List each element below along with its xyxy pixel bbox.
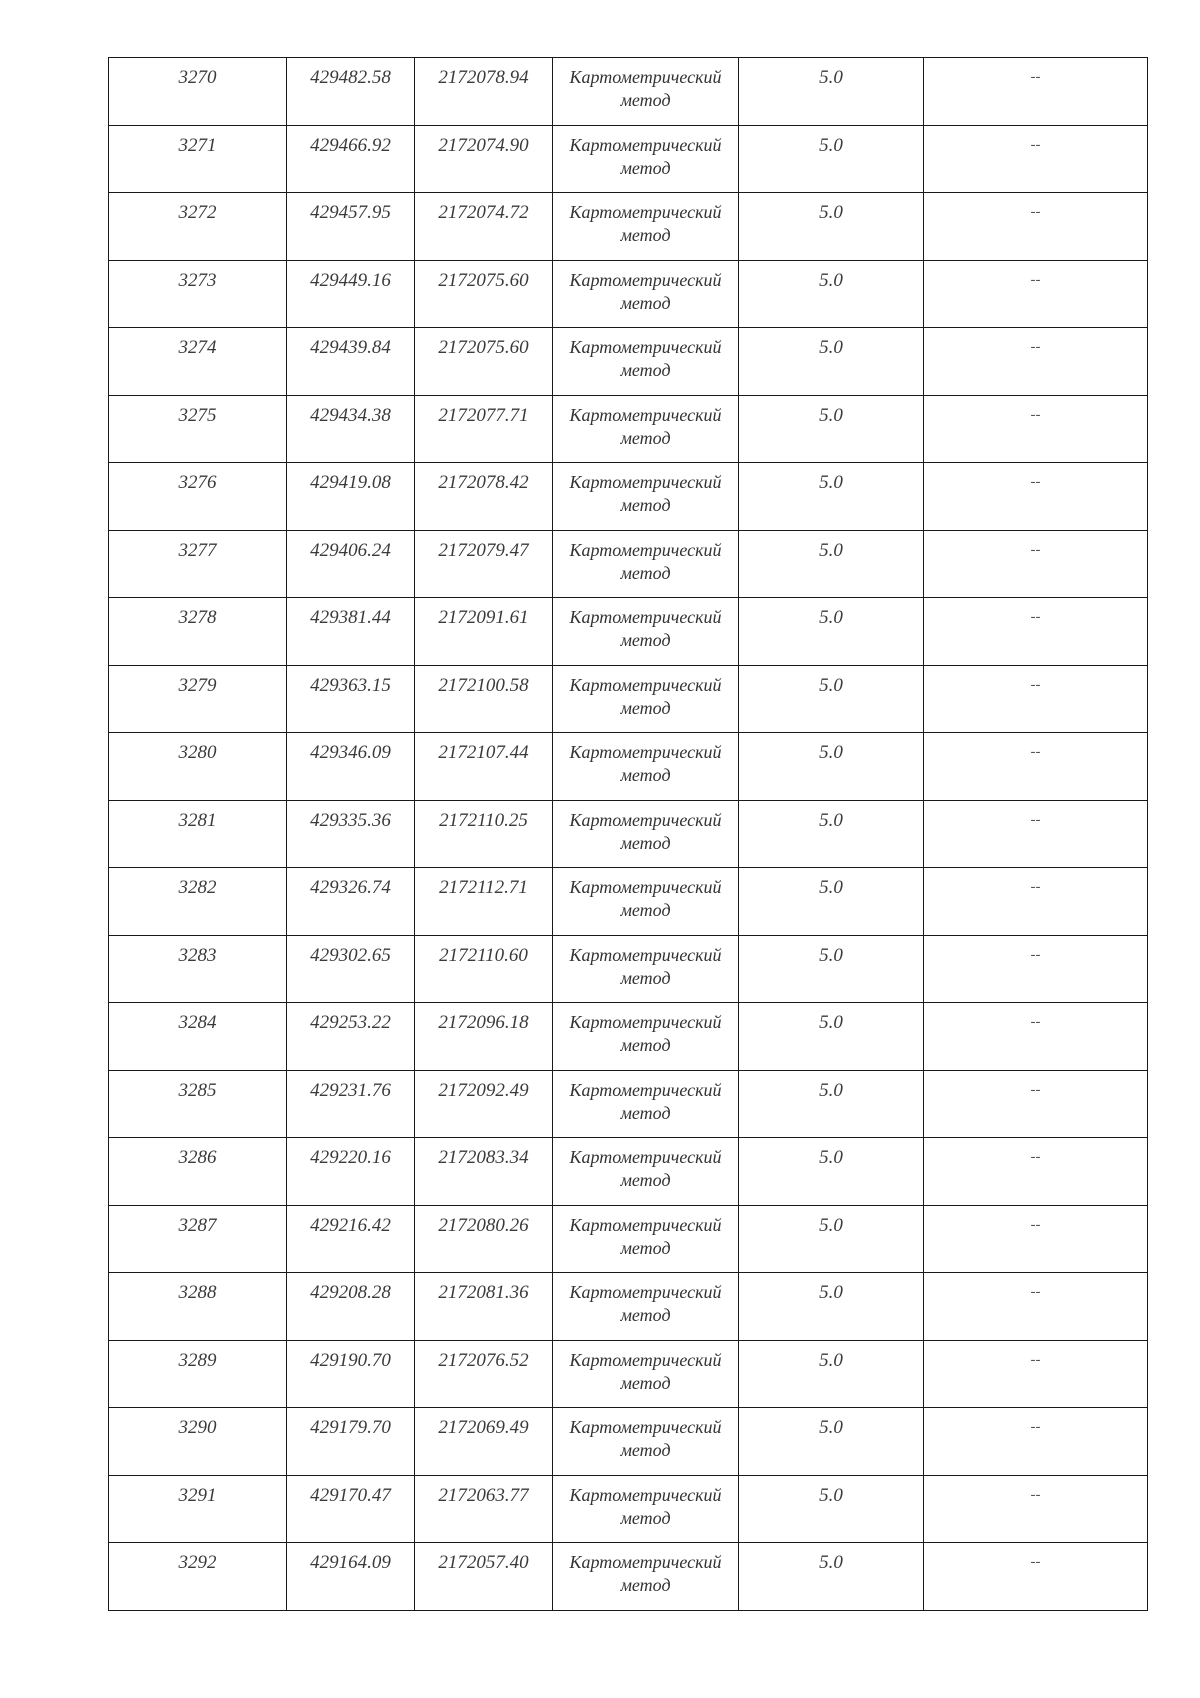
x-coordinate-cell: 429482.58	[287, 58, 415, 126]
note-cell: --	[924, 1003, 1148, 1071]
accuracy-cell: 5.0	[739, 125, 924, 193]
point-number-cell: 3286	[109, 1138, 287, 1206]
x-coordinate-cell: 429457.95	[287, 193, 415, 261]
table-row	[109, 665, 1148, 733]
y-coordinate-cell: 2172107.44	[415, 733, 553, 801]
point-number-cell: 3281	[109, 800, 287, 868]
table-row	[109, 1003, 1148, 1071]
point-number-cell: 3290	[109, 1408, 287, 1476]
y-coordinate-cell: 2172057.40	[415, 1543, 553, 1611]
point-number-cell: 3283	[109, 935, 287, 1003]
method-cell: Картометрический метод	[553, 125, 739, 193]
accuracy-cell: 5.0	[739, 1475, 924, 1543]
table-row	[109, 125, 1148, 193]
table-row	[109, 328, 1148, 396]
note-cell: --	[924, 935, 1148, 1003]
table-row	[109, 395, 1148, 463]
x-coordinate-cell: 429419.08	[287, 463, 415, 531]
table-row	[109, 935, 1148, 1003]
table-row	[109, 1475, 1148, 1543]
accuracy-cell: 5.0	[739, 1003, 924, 1071]
point-number-cell: 3284	[109, 1003, 287, 1071]
method-cell: Картометрический метод	[553, 1408, 739, 1476]
x-coordinate-cell: 429253.22	[287, 1003, 415, 1071]
x-coordinate-cell: 429449.16	[287, 260, 415, 328]
note-cell: --	[924, 530, 1148, 598]
note-cell: --	[924, 1205, 1148, 1273]
point-number-cell: 3278	[109, 598, 287, 666]
note-cell: --	[924, 868, 1148, 936]
table-row	[109, 800, 1148, 868]
x-coordinate-cell: 429302.65	[287, 935, 415, 1003]
method-cell: Картометрический метод	[553, 1273, 739, 1341]
accuracy-cell: 5.0	[739, 868, 924, 936]
table-row	[109, 598, 1148, 666]
note-cell: --	[924, 800, 1148, 868]
point-number-cell: 3277	[109, 530, 287, 598]
note-cell: --	[924, 1475, 1148, 1543]
method-cell: Картометрический метод	[553, 463, 739, 531]
accuracy-cell: 5.0	[739, 328, 924, 396]
y-coordinate-cell: 2172077.71	[415, 395, 553, 463]
x-coordinate-cell: 429326.74	[287, 868, 415, 936]
point-number-cell: 3280	[109, 733, 287, 801]
method-cell: Картометрический метод	[553, 1138, 739, 1206]
point-number-cell: 3279	[109, 665, 287, 733]
y-coordinate-cell: 2172110.25	[415, 800, 553, 868]
accuracy-cell: 5.0	[739, 1543, 924, 1611]
note-cell: --	[924, 125, 1148, 193]
accuracy-cell: 5.0	[739, 193, 924, 261]
x-coordinate-cell: 429363.15	[287, 665, 415, 733]
y-coordinate-cell: 2172091.61	[415, 598, 553, 666]
table-row	[109, 1070, 1148, 1138]
y-coordinate-cell: 2172078.94	[415, 58, 553, 126]
point-number-cell: 3271	[109, 125, 287, 193]
note-cell: --	[924, 58, 1148, 126]
note-cell: --	[924, 665, 1148, 733]
table-row	[109, 463, 1148, 531]
y-coordinate-cell: 2172074.72	[415, 193, 553, 261]
accuracy-cell: 5.0	[739, 1138, 924, 1206]
note-cell: --	[924, 395, 1148, 463]
point-number-cell: 3289	[109, 1340, 287, 1408]
table-row	[109, 58, 1148, 126]
note-cell: --	[924, 1408, 1148, 1476]
accuracy-cell: 5.0	[739, 1070, 924, 1138]
note-cell: --	[924, 260, 1148, 328]
y-coordinate-cell: 2172076.52	[415, 1340, 553, 1408]
x-coordinate-cell: 429190.70	[287, 1340, 415, 1408]
accuracy-cell: 5.0	[739, 530, 924, 598]
method-cell: Картометрический метод	[553, 598, 739, 666]
method-cell: Картометрический метод	[553, 328, 739, 396]
method-cell: Картометрический метод	[553, 1475, 739, 1543]
y-coordinate-cell: 2172092.49	[415, 1070, 553, 1138]
table-row	[109, 1543, 1148, 1611]
note-cell: --	[924, 328, 1148, 396]
y-coordinate-cell: 2172078.42	[415, 463, 553, 531]
x-coordinate-cell: 429208.28	[287, 1273, 415, 1341]
x-coordinate-cell: 429164.09	[287, 1543, 415, 1611]
y-coordinate-cell: 2172110.60	[415, 935, 553, 1003]
table-row	[109, 733, 1148, 801]
accuracy-cell: 5.0	[739, 1340, 924, 1408]
x-coordinate-cell: 429216.42	[287, 1205, 415, 1273]
note-cell: --	[924, 1340, 1148, 1408]
table-row	[109, 1273, 1148, 1341]
y-coordinate-cell: 2172075.60	[415, 260, 553, 328]
method-cell: Картометрический метод	[553, 193, 739, 261]
method-cell: Картометрический метод	[553, 800, 739, 868]
point-number-cell: 3274	[109, 328, 287, 396]
accuracy-cell: 5.0	[739, 733, 924, 801]
accuracy-cell: 5.0	[739, 58, 924, 126]
point-number-cell: 3276	[109, 463, 287, 531]
point-number-cell: 3291	[109, 1475, 287, 1543]
note-cell: --	[924, 1070, 1148, 1138]
point-number-cell: 3272	[109, 193, 287, 261]
point-number-cell: 3270	[109, 58, 287, 126]
method-cell: Картометрический метод	[553, 530, 739, 598]
point-number-cell: 3275	[109, 395, 287, 463]
note-cell: --	[924, 1273, 1148, 1341]
y-coordinate-cell: 2172069.49	[415, 1408, 553, 1476]
accuracy-cell: 5.0	[739, 665, 924, 733]
method-cell: Картометрический метод	[553, 1205, 739, 1273]
coordinates-table	[108, 57, 1148, 1611]
accuracy-cell: 5.0	[739, 260, 924, 328]
x-coordinate-cell: 429170.47	[287, 1475, 415, 1543]
y-coordinate-cell: 2172096.18	[415, 1003, 553, 1071]
method-cell: Картометрический метод	[553, 1543, 739, 1611]
table-row	[109, 1205, 1148, 1273]
note-cell: --	[924, 1138, 1148, 1206]
accuracy-cell: 5.0	[739, 800, 924, 868]
accuracy-cell: 5.0	[739, 1205, 924, 1273]
y-coordinate-cell: 2172080.26	[415, 1205, 553, 1273]
method-cell: Картометрический метод	[553, 733, 739, 801]
x-coordinate-cell: 429434.38	[287, 395, 415, 463]
accuracy-cell: 5.0	[739, 395, 924, 463]
x-coordinate-cell: 429179.70	[287, 1408, 415, 1476]
x-coordinate-cell: 429439.84	[287, 328, 415, 396]
x-coordinate-cell: 429381.44	[287, 598, 415, 666]
note-cell: --	[924, 193, 1148, 261]
table-row	[109, 868, 1148, 936]
x-coordinate-cell: 429406.24	[287, 530, 415, 598]
method-cell: Картометрический метод	[553, 1340, 739, 1408]
x-coordinate-cell: 429466.92	[287, 125, 415, 193]
method-cell: Картометрический метод	[553, 58, 739, 126]
y-coordinate-cell: 2172075.60	[415, 328, 553, 396]
table-row	[109, 1408, 1148, 1476]
table-row	[109, 260, 1148, 328]
table-row	[109, 1138, 1148, 1206]
method-cell: Картометрический метод	[553, 1003, 739, 1071]
method-cell: Картометрический метод	[553, 665, 739, 733]
point-number-cell: 3287	[109, 1205, 287, 1273]
accuracy-cell: 5.0	[739, 463, 924, 531]
x-coordinate-cell: 429231.76	[287, 1070, 415, 1138]
y-coordinate-cell: 2172100.58	[415, 665, 553, 733]
method-cell: Картометрический метод	[553, 935, 739, 1003]
table-row	[109, 1340, 1148, 1408]
note-cell: --	[924, 1543, 1148, 1611]
method-cell: Картометрический метод	[553, 1070, 739, 1138]
coordinates-table-body	[109, 58, 1148, 1611]
y-coordinate-cell: 2172063.77	[415, 1475, 553, 1543]
x-coordinate-cell: 429220.16	[287, 1138, 415, 1206]
table-row	[109, 530, 1148, 598]
method-cell: Картометрический метод	[553, 260, 739, 328]
point-number-cell: 3292	[109, 1543, 287, 1611]
accuracy-cell: 5.0	[739, 1273, 924, 1341]
point-number-cell: 3285	[109, 1070, 287, 1138]
note-cell: --	[924, 463, 1148, 531]
point-number-cell: 3273	[109, 260, 287, 328]
point-number-cell: 3288	[109, 1273, 287, 1341]
method-cell: Картометрический метод	[553, 868, 739, 936]
y-coordinate-cell: 2172074.90	[415, 125, 553, 193]
x-coordinate-cell: 429346.09	[287, 733, 415, 801]
x-coordinate-cell: 429335.36	[287, 800, 415, 868]
y-coordinate-cell: 2172083.34	[415, 1138, 553, 1206]
table-row	[109, 193, 1148, 261]
y-coordinate-cell: 2172081.36	[415, 1273, 553, 1341]
accuracy-cell: 5.0	[739, 1408, 924, 1476]
method-cell: Картометрический метод	[553, 395, 739, 463]
note-cell: --	[924, 733, 1148, 801]
accuracy-cell: 5.0	[739, 598, 924, 666]
y-coordinate-cell: 2172079.47	[415, 530, 553, 598]
point-number-cell: 3282	[109, 868, 287, 936]
accuracy-cell: 5.0	[739, 935, 924, 1003]
y-coordinate-cell: 2172112.71	[415, 868, 553, 936]
note-cell: --	[924, 598, 1148, 666]
